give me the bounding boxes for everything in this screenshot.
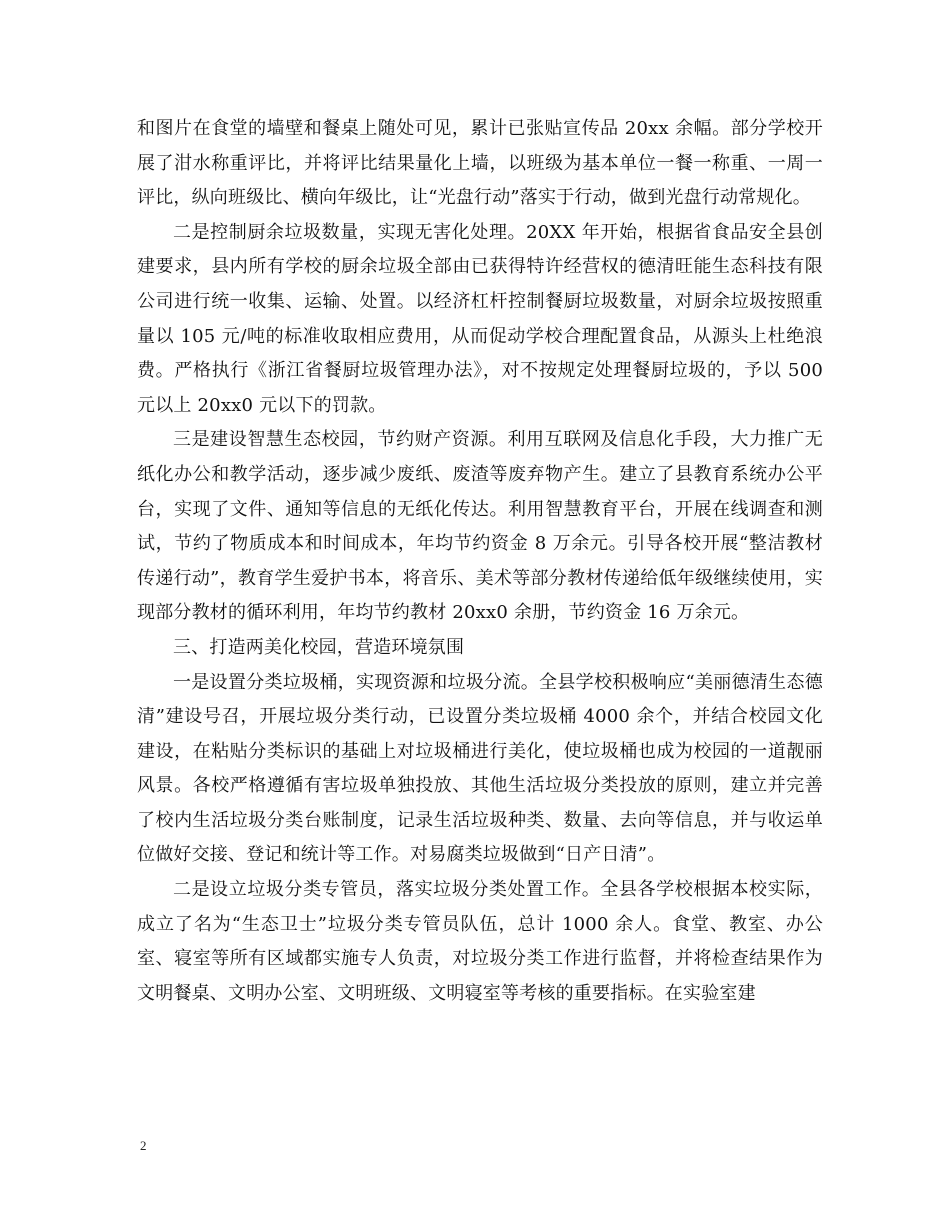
page-number: 2 <box>140 1138 147 1153</box>
paragraph-5: 二是设立垃圾分类专管员，落实垃圾分类处置工作。全县各学校根据本校实际，成立了名为“生态卫士”垃圾分类专管员队伍，总计 1000 余人。食堂、教室、办公室、寝室等所有区域都实施专人负责，对垃圾分类工作进行监督，并将检查结果作为文明餐桌、文明办公室、文明班级、文明寝室等考核的重要指标。在实验室建 <box>137 879 823 1004</box>
paragraph-4: 一是设置分类垃圾桶，实现资源和垃圾分流。全县学校积极响应“美丽德清生态德清”建设号召，开展垃圾分类行动，已设置分类垃圾桶 4000 余个，并结合校园文化建设，在粘贴分类标识的基础上对垃圾桶进行美化，使垃圾桶也成为校园的一道靓丽风景。各校严格遵循有害垃圾单独投放、其他生活垃圾分类投放的原则，建立并完善了校内生活垃圾分类台账制度，记录生活垃圾种类、数量、去向等信息，并与收运单位做好交接、登记和统计等工作。对易腐类垃圾做到“日产日清”。 <box>137 671 823 866</box>
section-heading: 三、打造两美化校园，营造环境氛围 <box>173 636 465 658</box>
paragraph-3: 三是建设智慧生态校园，节约财产资源。利用互联网及信息化手段，大力推广无纸化办公和教学活动，逐步减少废纸、废渣等废弃物产生。建立了县教育系统办公平台，实现了文件、通知等信息的无纸化传达。利用智慧教育平台，开展在线调查和测试，节约了物质成本和时间成本，年均节约资金 8 万余元。引导各校开展“整洁教材传递行动”，教育学生爱护书本，将音乐、美术等部分教材传递给低年级继续使用，实现部分教材的循环利用，年均节约教材 20xx0 余册，节约资金 16 万余元。 <box>137 429 823 624</box>
paragraph-1: 和图片在食堂的墙壁和餐桌上随处可见，累计已张贴宣传品 20xx 余幅。部分学校开展了泔水称重评比，并将评比结果量化上墙，以班级为基本单位一餐一称重、一周一评比，纵向班级比、横向年级比，让“光盘行动”落实于行动，做到光盘行动常规化。 <box>137 118 823 209</box>
document-body <box>137 112 823 1011</box>
paragraph-2: 二是控制厨余垃圾数量，实现无害化处理。20XX 年开始，根据省食品安全县创建要求，县内所有学校的厨余垃圾全部由已获得特许经营权的德清旺能生态科技有限公司进行统一收集、运输、处置。以经济杠杆控制餐厨垃圾数量，对厨余垃圾按照重量以 105 元/吨的标准收取相应费用，从而促动学校合理配置食品，从源头上杜绝浪费。严格执行《浙江省餐厨垃圾管理办法》，对不按规定处理餐厨垃圾的，予以 500 元以上 20xx0 元以下的罚款。 <box>137 221 823 416</box>
